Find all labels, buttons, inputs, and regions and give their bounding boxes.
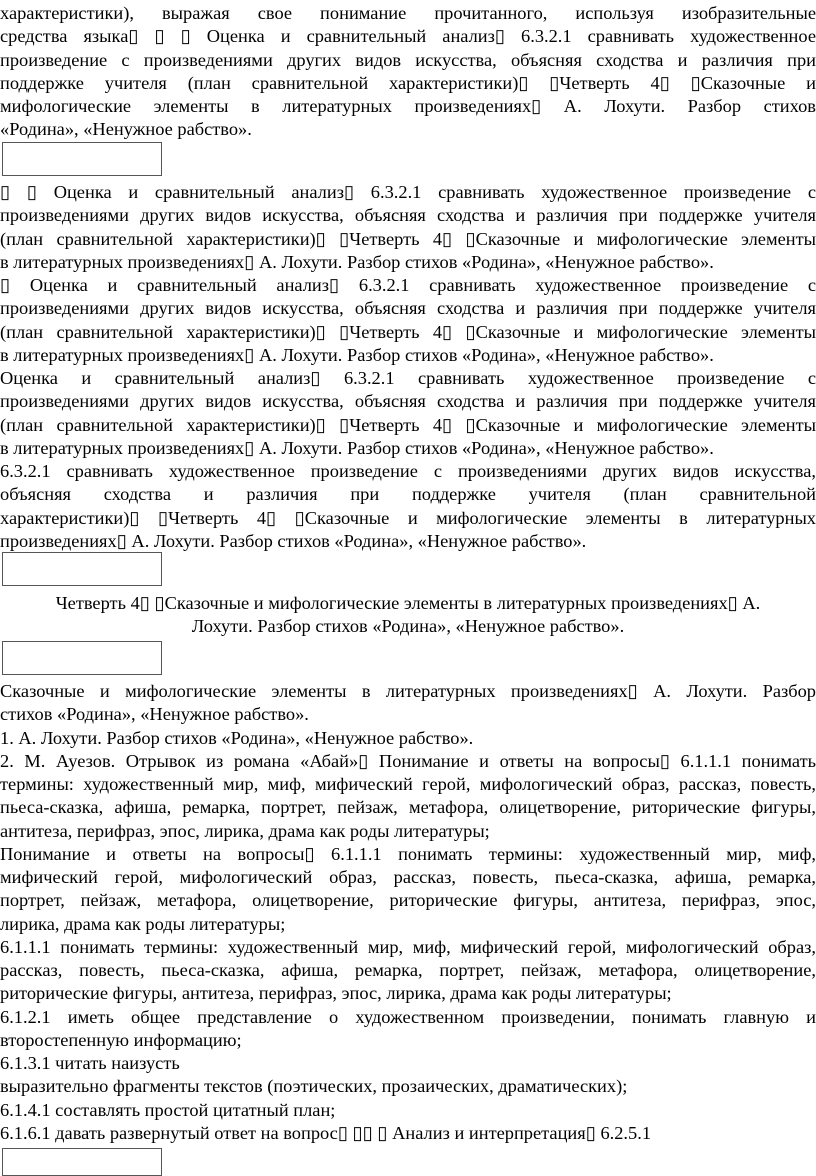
text-line: произведениями других видов искусства, объясняя сходства и различия при поддержке учителя [0,205,816,226]
text-line: ▯ ▯ Оценка и сравнительный анализ▯ 6.3.2.1 сравнивать художественное произведение с [0,182,816,202]
text-line: 6.1.4.1 составлять простой цитатный план; [0,1099,336,1120]
text-line: поддержке учителя (план сравнительной характеристики)▯ ▯Четверть 4▯ ▯Сказочные и [0,72,816,93]
empty-box-1 [2,142,162,176]
text-line: характеристики)▯ ▯Четверть 4▯ ▯Сказочные и мифологические элементы в литературных [0,507,816,528]
text-line: антитеза, перифраз, эпос, лирика, драма как роды литературы; [0,820,490,841]
text-line: произведениями других видов искусства, объясняя сходства и различия при поддержке учителя [0,391,816,412]
text-line: риторические фигуры, антитеза, перифраз, эпос, лирика, драма как роды литературы; [0,983,672,1004]
empty-box-3 [2,641,162,675]
text-line: 6.1.6.1 давать развернутый ответ на вопрос▯ ▯▯ ▯ Анализ и интерпретация▯ 6.2.5.1 [0,1122,652,1143]
text-line: 6.1.3.1 читать наизусть [0,1053,180,1073]
text-line: портрет, пейзаж, метафора, олицетворение, риторические фигуры, антитеза, перифраз, эпос, [0,890,816,911]
text-line: Понимание и ответы на вопросы▯ 6.1.1.1 понимать термины: художественный мир, миф, [0,843,816,864]
text-line: Сказочные и мифологические элементы в литературных произведениях▯ А. Лохути. Разбор [0,681,816,701]
text-line: Оценка и сравнительный анализ▯ 6.3.2.1 сравнивать художественное произведение с [0,368,816,388]
text-line: пьеса-сказка, афиша, ремарка, портрет, пейзаж, метафора, олицетворение, риторические фигуры, [0,797,816,818]
text-line: в литературных произведениях▯ А. Лохути. Разбор стихов «Родина», «Ненужное рабство». [0,344,714,365]
text-line: ▯ Оценка и сравнительный анализ▯ 6.3.2.1 сравнивать художественное произведение с [0,275,816,295]
text-line: характеристики), выражая свое понимание прочитанного, используя изобразительные [0,3,816,23]
text-line: произведениях▯ А. Лохути. Разбор стихов «Родина», «Ненужное рабство». [0,530,587,551]
empty-box-4 [2,1148,162,1176]
text-line: 2. М. Ауезов. Отрывок из романа «Абай»▯ Понимание и ответы на вопросы▯ 6.1.1.1 понимать [0,750,816,771]
text-line: стихов «Родина», «Ненужное рабство». [0,704,309,725]
text-line: произведение с произведениями других видов искусства, объясняя сходства и различия при [0,49,816,70]
text-line: Четверть 4▯ ▯Сказочные и мифологические элементы в литературных произведениях▯ А. [55,593,761,613]
text-line: мифический герой, мифологический образ, рассказ, повесть, пьеса-сказка, афиша, ремарка, [0,867,816,887]
text-line: термины: художественный мир, миф, мифический герой, мифологический образ, рассказ, повесть, [0,774,816,794]
text-line: в литературных произведениях▯ А. Лохути. Разбор стихов «Родина», «Ненужное рабство». [0,437,714,458]
text-line: второстепенную информацию; [0,1029,242,1050]
text-line: «Родина», «Ненужное рабство». [0,119,252,140]
text-line: 1. А. Лохути. Разбор стихов «Родина», «Ненужное рабство». [0,727,474,748]
text-line: 6.1.2.1 иметь общее представление о художественном произведении, понимать главную и [0,1006,816,1027]
text-line: (план сравнительной характеристики)▯ ▯Четверть 4▯ ▯Сказочные и мифологические элементы [0,414,816,435]
text-line: выразительно фрагменты текстов (поэтических, прозаических, драматических); [0,1076,628,1097]
text-line: объясняя сходства и различия при поддержке учителя (план сравнительной [0,484,816,505]
text-line: лирика, драма как роды литературы; [0,913,286,934]
text-line: (план сравнительной характеристики)▯ ▯Четверть 4▯ ▯Сказочные и мифологические элементы [0,321,816,342]
text-line: 6.1.1.1 понимать термины: художественный мир, миф, мифический герой, мифологический образ, [0,936,816,957]
text-line: Лохути. Разбор стихов «Родина», «Ненужное рабство». [191,616,625,637]
text-line: в литературных произведениях▯ А. Лохути. Разбор стихов «Родина», «Ненужное рабство». [0,251,714,272]
empty-box-2 [2,552,162,586]
text-line: 6.3.2.1 сравнивать художественное произведение с произведениями других видов искусства, [0,461,816,481]
text-line: произведениями других видов искусства, объясняя сходства и различия при поддержке учителя [0,298,816,319]
text-line: средства языка▯ ▯ ▯ Оценка и сравнительный анализ▯ 6.3.2.1 сравнивать художественное [0,26,816,47]
text-line: (план сравнительной характеристики)▯ ▯Четверть 4▯ ▯Сказочные и мифологические элементы [0,228,816,249]
text-line: рассказ, повесть, пьеса-сказка, афиша, ремарка, портрет, пейзаж, метафора, олицетворение, [0,960,816,980]
text-line: мифологические элементы в литературных произведениях▯ А. Лохути. Разбор стихов [0,96,816,116]
